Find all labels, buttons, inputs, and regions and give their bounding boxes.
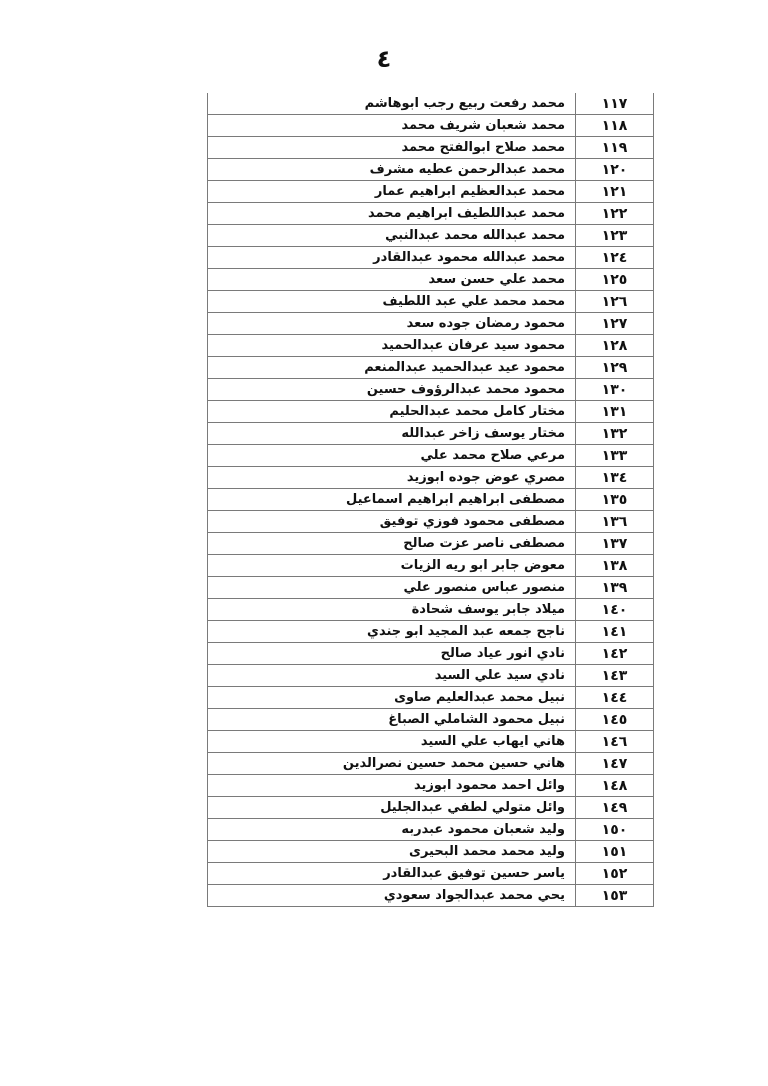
person-name: محمود محمد عبدالرؤوف حسين — [208, 379, 576, 401]
table-row — [208, 665, 654, 687]
row-number: ١٢٢ — [576, 203, 654, 225]
person-name: محمد عبدالله محمد عبدالنبي — [208, 225, 576, 247]
table-row — [208, 181, 654, 203]
row-number: ١٥٢ — [576, 863, 654, 885]
person-name: محمد محمد علي عبد اللطيف — [208, 291, 576, 313]
person-name: يحي محمد عبدالجواد سعودي — [208, 885, 576, 907]
row-number: ١٤٧ — [576, 753, 654, 775]
row-number: ١٢٧ — [576, 313, 654, 335]
person-name: ياسر حسين توفيق عبدالقادر — [208, 863, 576, 885]
person-name: مرعي صلاح محمد علي — [208, 445, 576, 467]
table-row — [208, 753, 654, 775]
row-number: ١٤٢ — [576, 643, 654, 665]
person-name: هاني ايهاب علي السيد — [208, 731, 576, 753]
person-name: مصطفى ابراهيم ابراهيم اسماعيل — [208, 489, 576, 511]
table-row — [208, 863, 654, 885]
person-name: ميلاد جابر يوسف شحادة — [208, 599, 576, 621]
person-name: مختار يوسف زاخر عبدالله — [208, 423, 576, 445]
row-number: ١٤١ — [576, 621, 654, 643]
row-number: ١٣٨ — [576, 555, 654, 577]
table-row — [208, 93, 654, 115]
table-row — [208, 577, 654, 599]
table-row — [208, 731, 654, 753]
table-row — [208, 291, 654, 313]
table-row — [208, 489, 654, 511]
person-name: مختار كامل محمد عبدالحليم — [208, 401, 576, 423]
table-row — [208, 357, 654, 379]
table-row — [208, 775, 654, 797]
table-row — [208, 379, 654, 401]
row-number: ١١٨ — [576, 115, 654, 137]
person-name: محمد رفعت ربيع رجب ابوهاشم — [208, 93, 576, 115]
person-name: وليد محمد محمد البحيرى — [208, 841, 576, 863]
person-name: مصطفى ناصر عزت صالح — [208, 533, 576, 555]
person-name: وائل احمد محمود ابوزيد — [208, 775, 576, 797]
table-row — [208, 511, 654, 533]
row-number: ١٢٤ — [576, 247, 654, 269]
table-row — [208, 555, 654, 577]
table-row — [208, 137, 654, 159]
person-name: نبيل محمد عبدالعليم صاوى — [208, 687, 576, 709]
person-name: محمد عبدالرحمن عطيه مشرف — [208, 159, 576, 181]
row-number: ١٥١ — [576, 841, 654, 863]
table-row — [208, 335, 654, 357]
person-name: منصور عباس منصور علي — [208, 577, 576, 599]
table-row — [208, 159, 654, 181]
table-row — [208, 885, 654, 907]
person-name: محمد عبدالعظيم ابراهيم عمار — [208, 181, 576, 203]
row-number: ١٤٦ — [576, 731, 654, 753]
person-name: محمد صلاح ابوالفتح محمد — [208, 137, 576, 159]
row-number: ١٢٠ — [576, 159, 654, 181]
row-number: ١٣٥ — [576, 489, 654, 511]
row-number: ١٥٠ — [576, 819, 654, 841]
row-number: ١٣٢ — [576, 423, 654, 445]
person-name: نادي سيد علي السيد — [208, 665, 576, 687]
person-name: محمد عبداللطيف ابراهيم محمد — [208, 203, 576, 225]
row-number: ١٣٠ — [576, 379, 654, 401]
row-number: ١٢٩ — [576, 357, 654, 379]
table-row — [208, 643, 654, 665]
person-name: نادي انور عياد صالح — [208, 643, 576, 665]
person-name: معوض جابر ابو ريه الزيات — [208, 555, 576, 577]
person-name: وائل متولي لطفي عبدالجليل — [208, 797, 576, 819]
person-name: محمود عيد عبدالحميد عبدالمنعم — [208, 357, 576, 379]
row-number: ١٣٦ — [576, 511, 654, 533]
row-number: ١٢١ — [576, 181, 654, 203]
person-name: نبيل محمود الشاملي الصباغ — [208, 709, 576, 731]
person-name: محمد علي حسن سعد — [208, 269, 576, 291]
person-name: هاني حسين محمد حسين نصرالدين — [208, 753, 576, 775]
row-number: ١٤٠ — [576, 599, 654, 621]
table-row — [208, 621, 654, 643]
row-number: ١٢٥ — [576, 269, 654, 291]
table-row — [208, 269, 654, 291]
row-number: ١٣٧ — [576, 533, 654, 555]
row-number: ١٣٩ — [576, 577, 654, 599]
page-number: ٤ — [376, 45, 392, 73]
row-number: ١٤٤ — [576, 687, 654, 709]
row-number: ١١٩ — [576, 137, 654, 159]
row-number: ١٢٨ — [576, 335, 654, 357]
row-number: ١١٧ — [576, 93, 654, 115]
person-name: ناجح جمعه عبد المجيد ابو جندي — [208, 621, 576, 643]
table-row — [208, 599, 654, 621]
table-row — [208, 203, 654, 225]
table-row — [208, 115, 654, 137]
person-name: محمد شعبان شريف محمد — [208, 115, 576, 137]
row-number: ١٤٩ — [576, 797, 654, 819]
person-name: محمد عبدالله محمود عبدالقادر — [208, 247, 576, 269]
table-row — [208, 687, 654, 709]
table-row — [208, 247, 654, 269]
row-number: ١٤٨ — [576, 775, 654, 797]
row-number: ١٣٤ — [576, 467, 654, 489]
person-name: محمود سيد عرفان عبدالحميد — [208, 335, 576, 357]
row-number: ١٢٣ — [576, 225, 654, 247]
table-row — [208, 841, 654, 863]
table-row — [208, 401, 654, 423]
table-row — [208, 709, 654, 731]
table-row — [208, 445, 654, 467]
person-name: مصري عوض جوده ابوزيد — [208, 467, 576, 489]
row-number: ١٤٥ — [576, 709, 654, 731]
table-row — [208, 313, 654, 335]
table-row — [208, 423, 654, 445]
person-name: مصطفى محمود فوزي توفيق — [208, 511, 576, 533]
table-row — [208, 533, 654, 555]
table-row — [208, 467, 654, 489]
roster-body — [208, 93, 654, 907]
table-row — [208, 819, 654, 841]
row-number: ١٢٦ — [576, 291, 654, 313]
row-number: ١٣١ — [576, 401, 654, 423]
table-row — [208, 797, 654, 819]
table-row — [208, 225, 654, 247]
person-name: محمود رمضان جوده سعد — [208, 313, 576, 335]
row-number: ١٣٣ — [576, 445, 654, 467]
person-name: وليد شعبان محمود عبدربه — [208, 819, 576, 841]
row-number: ١٤٣ — [576, 665, 654, 687]
row-number: ١٥٣ — [576, 885, 654, 907]
roster-table — [207, 93, 654, 907]
